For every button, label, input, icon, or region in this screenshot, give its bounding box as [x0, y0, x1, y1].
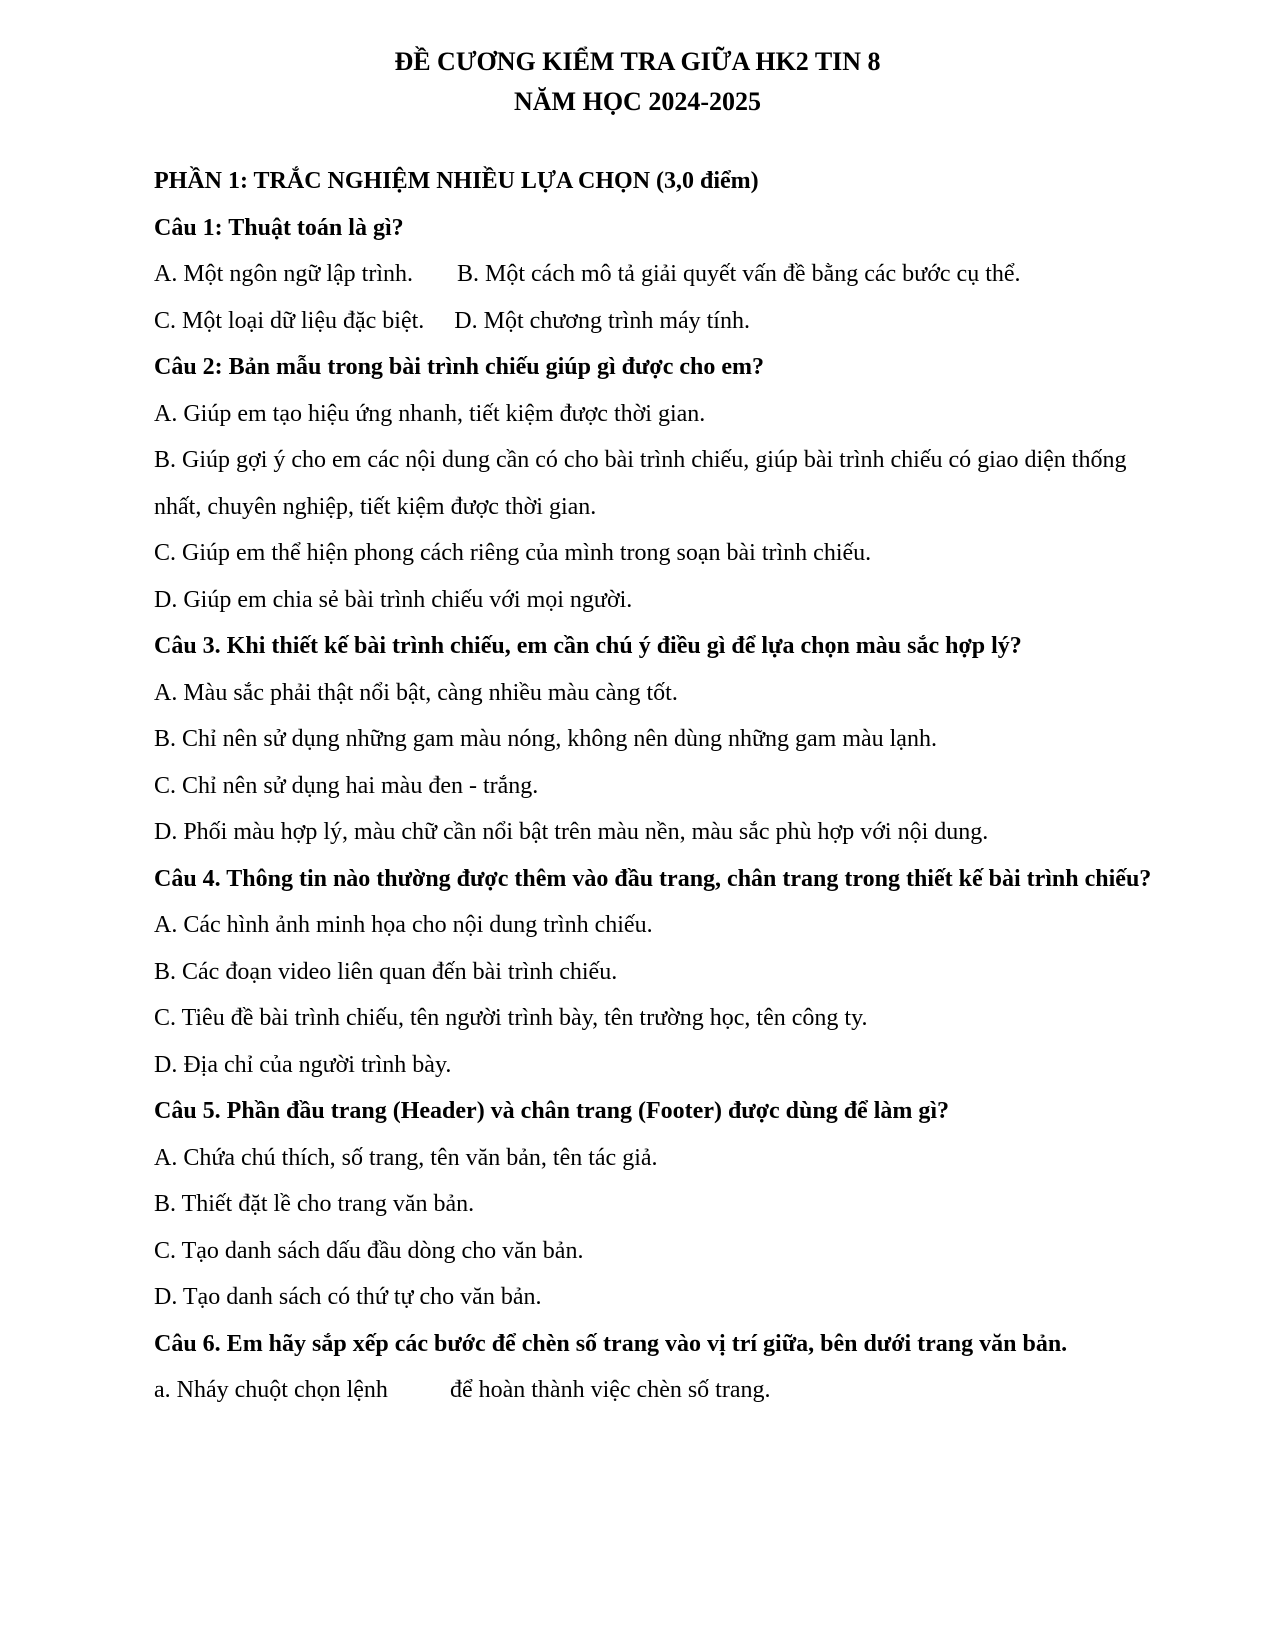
question-1-options-cd: [154, 298, 1154, 345]
q2-option-a: A. Giúp em tạo hiệu ứng nhanh, tiết kiệm được thời gian.: [154, 400, 706, 427]
q4-option-d: D. Địa chỉ của người trình bày.: [154, 1051, 452, 1078]
q6-step-a-part1: a. Nháy chuột chọn lệnh: [154, 1377, 388, 1403]
q2-option-c: C. Giúp em thể hiện phong cách riêng của mình trong soạn bài trình chiếu.: [154, 540, 872, 566]
q6-step-a-part2: để hoàn thành việc chèn số trang.: [449, 1377, 771, 1403]
q4-option-c: C. Tiêu đề bài trình chiếu, tên người trình bày, tên trường học, tên công ty.: [154, 1005, 868, 1031]
question-6: Câu 6. Em hãy sắp xếp các bước để chèn số trang vào vị trí giữa, bên dưới trang văn bản.: [154, 1330, 1068, 1357]
q3-option-d: D. Phối màu hợp lý, màu chữ cần nổi bật trên màu nền, màu sắc phù hợp với nội dung.: [154, 819, 989, 845]
q1-option-b: B. Một cách mô tả giải quyết vấn đề bằng các bước cụ thể.: [457, 261, 1021, 287]
q6-step-a: [154, 1367, 1154, 1414]
q1-option-d: D. Một chương trình máy tính.: [454, 307, 750, 334]
question-1: Câu 1: Thuật toán là gì?: [154, 214, 404, 241]
q3-option-c: C. Chỉ nên sử dụng hai màu đen - trắng.: [154, 772, 539, 799]
q3-option-b: B. Chỉ nên sử dụng những gam màu nóng, không nên dùng những gam màu lạnh.: [154, 726, 937, 752]
q2-option-b: B. Giúp gợi ý cho em các nội dung cần có cho bài trình chiếu, giúp bài trình chiếu có giao diện thống nhất, chuyên nghiệp, tiết kiệm được thời gian.: [154, 447, 1127, 520]
question-3: Câu 3. Khi thiết kế bài trình chiếu, em cần chú ý điều gì để lựa chọn màu sắc hợp lý?: [154, 633, 1022, 659]
question-4: Câu 4. Thông tin nào thường được thêm vào đầu trang, chân trang trong thiết kế bài trình chiếu?: [154, 865, 1152, 892]
q5-option-b: B. Thiết đặt lề cho trang văn bản.: [154, 1191, 475, 1217]
q5-option-c: C. Tạo danh sách dấu đầu dòng cho văn bản.: [154, 1237, 584, 1264]
section-heading: PHẦN 1: TRẮC NGHIỆM NHIỀU LỰA CHỌN (3,0 điểm): [154, 168, 759, 194]
q2-option-d: D. Giúp em chia sẻ bài trình chiếu với mọi người.: [154, 586, 633, 613]
document-title: ĐỀ CƯƠNG KIỂM TRA GIỮA HK2 TIN 8: [394, 47, 881, 76]
q5-option-d: D. Tạo danh sách có thứ tự cho văn bản.: [154, 1284, 542, 1310]
document-body: [154, 158, 1154, 1414]
q1-option-c: C. Một loại dữ liệu đặc biệt.: [154, 307, 425, 334]
question-5: Câu 5. Phần đầu trang (Header) và chân trang (Footer) được dùng để làm gì?: [154, 1098, 950, 1124]
q4-option-a: A. Các hình ảnh minh họa cho nội dung trình chiếu.: [154, 912, 653, 938]
q4-option-b: B. Các đoạn video liên quan đến bài trình chiếu.: [154, 958, 618, 985]
question-2: Câu 2: Bản mẫu trong bài trình chiếu giúp gì được cho em?: [154, 354, 764, 380]
question-1-options-ab: [154, 251, 1154, 298]
q3-option-a: A. Màu sắc phải thật nổi bật, càng nhiều màu càng tốt.: [154, 679, 678, 706]
school-year: NĂM HỌC 2024-2025: [514, 87, 761, 116]
q1-option-a: A. Một ngôn ngữ lập trình.: [154, 261, 413, 287]
q5-option-a: A. Chứa chú thích, số trang, tên văn bản, tên tác giả.: [154, 1144, 658, 1171]
